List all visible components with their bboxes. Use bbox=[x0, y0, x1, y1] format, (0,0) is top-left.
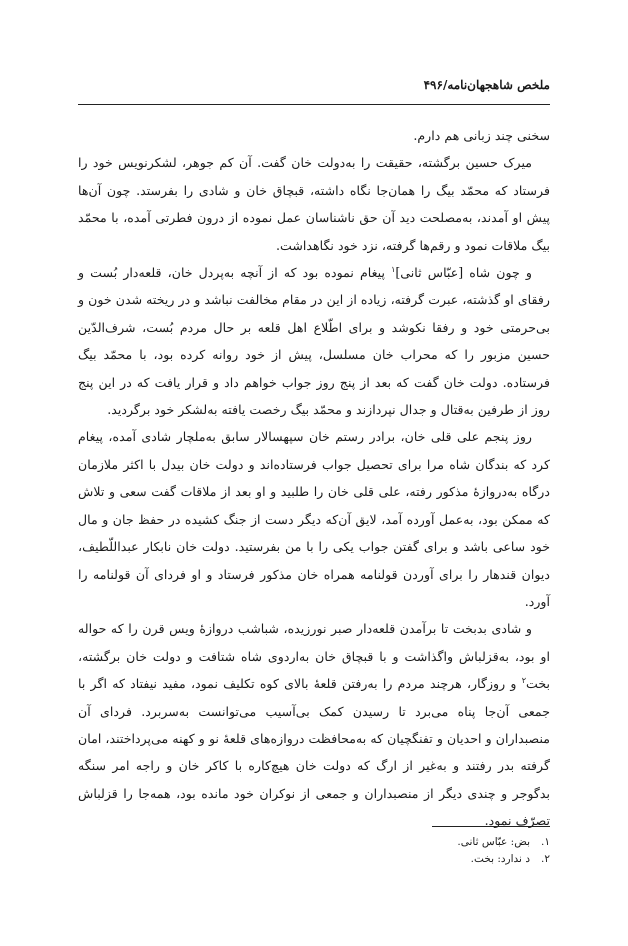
paragraph-1: سخنی چند زبانی هم دارم. bbox=[413, 128, 550, 143]
footnote-text: بض: عبّاس ثانی. bbox=[457, 836, 530, 848]
paragraph-3 bbox=[78, 259, 550, 423]
footnotes bbox=[78, 834, 550, 868]
paragraph-3-start: و چون شاه [عبّاس ثانی] bbox=[395, 265, 532, 281]
footnote-ref-2: ۲ bbox=[521, 675, 526, 685]
paragraph-5-start: و شادی بدبخت تا برآمدن قلعه‌دار صبر نورزیده، شباشب دروازهٔ ویس قرن را که حواله او بود، به‌قزلباش واگذاشت و با قبچاق خان به‌اردوی شاه شتافت و دولت خان برگشته، بخت bbox=[78, 621, 550, 692]
paragraph-3-rest: پیغام نموده بود که از آنچه به‌پردل خان، قلعه‌دار بُست و رفقای او گذشته، عبرت گرفته، زیاده از این در مقام مخالفت نباشد و در ریخته شدن خون و بی‌حرمتی خود و رفقا نکوشد و برای اطّلاع اهل قلعه بر حال مردم بُست، شرف‌الدّین حسین مزبور را که محراب خان مسلسل، پیش از خود روانه کرده بود، با محمّد بیگ فرستاده. دولت خان گفت که بعد از پنج روز جواب خواهم داد و قرار یافت که در این پنج روز از طرفین به‌قتال و جدال نپردازند و محمّد بیگ رخصت یافته به‌لشکر خود برگردید. bbox=[78, 265, 550, 418]
main-text bbox=[78, 122, 550, 835]
footnote-divider bbox=[432, 826, 550, 827]
running-header bbox=[78, 78, 550, 100]
paragraph-2: میرک حسین برگشته، حقیقت را به‌دولت خان گفت. آن کم جوهر، لشکرنویس خود را فرستاد که محمّد بیگ را همان‌جا نگاه داشته، قبچاق خان و شادی را بفرستد. چون آن‌ها پیش او آمدند، به‌مصلحت دید آن حق ناشناسان عمل نموده از درون فطرتی آمده، با محمّد بیگ ملاقات نمود و رقم‌ها گرفته، نزد خود نگاهداشت. bbox=[78, 155, 550, 253]
footnote-1 bbox=[78, 834, 550, 851]
header-title: ملخص شاهجهان‌نامه/۴۹۶ bbox=[423, 78, 550, 92]
footnote-ref-1: ۱ bbox=[391, 264, 396, 274]
header-divider bbox=[78, 104, 550, 105]
paragraph-5-rest: و روزگار، هرچند مردم را به‌رفتن قلعهٔ بالای کوه تکلیف نمود، مفید نیفتاد که اگر با جمعی آن‌جا پناه می‌برد تا رسیدن کمک بی‌آسیب می‌توانست به‌سربرد. فردای آن منصبداران و احدیان و تفنگچیان که به‌محافظت دروازه‌های قلعهٔ نو و کهنه می‌پرداختند، امان گرفته بدر رفتند و به‌غیر از ارگ که دولت خان هیچ‌کاره با کاکر خان و راجه امر سنگه بدگوجر و چندی دیگر از منصبداران و جمعی از نوکران خود مانده بود، همه‌جا را قزلباش تصرّف نمود. bbox=[78, 676, 550, 829]
footnote-text: د ندارد: بخت. bbox=[470, 853, 530, 865]
paragraph-5 bbox=[78, 615, 550, 834]
footnote-number: ۱. bbox=[541, 836, 550, 848]
paragraph-4: روز پنجم علی قلی خان، برادر رستم خان سپهسالار سابق به‌ملچار شادی آمده، پیغام کرد که بندگان شاه مرا برای تحصیل جواب فرستاده‌اند و دولت خان بیدل با اکثر ملازمان درگاه به‌دروازهٔ مذکور رفته، علی قلی خان را طلبید و او بعد از ملاقات گفت سعی و تلاش که ممکن بود، به‌عمل آورده آمد، لایق آن‌که دیگر دست از جنگ کشیده در حفظ جان و مال خود ساعی باشد و برای گفتن جواب یکی را با من بفرستید. دولت خان نابکار عبداللّطیف، دیوان قندهار را برای آوردن قولنامه همراه خان مذکور فرستاد و او فردای آن قولنامه را آورد. bbox=[78, 429, 550, 609]
footnote-2 bbox=[78, 851, 550, 868]
footnote-number: ۲. bbox=[541, 853, 550, 865]
